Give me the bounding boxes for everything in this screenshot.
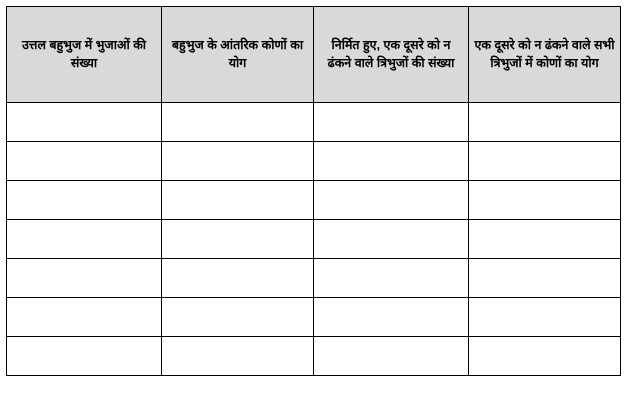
table-cell[interactable] — [7, 181, 162, 220]
polygon-angles-table — [6, 6, 621, 376]
table-cell[interactable] — [469, 337, 621, 376]
table-row — [7, 337, 621, 376]
table-cell[interactable] — [469, 298, 621, 337]
table-cell[interactable] — [469, 103, 621, 142]
table-row — [7, 181, 621, 220]
table-cell[interactable] — [314, 181, 469, 220]
column-header-sides-count-label: उत्तल बहुभुज में भुजाओं की संख्या — [21, 37, 147, 70]
table-cell[interactable] — [7, 337, 162, 376]
table-body — [7, 103, 621, 376]
table-row — [7, 142, 621, 181]
table-cell[interactable] — [314, 142, 469, 181]
table-row — [7, 103, 621, 142]
table-cell[interactable] — [469, 181, 621, 220]
table-row — [7, 220, 621, 259]
table-cell[interactable] — [162, 259, 314, 298]
table-cell[interactable] — [7, 220, 162, 259]
table-cell[interactable] — [162, 103, 314, 142]
table-row — [7, 298, 621, 337]
table-cell[interactable] — [162, 181, 314, 220]
column-header-interior-angle-sum — [162, 7, 314, 103]
table-row — [7, 259, 621, 298]
table-cell[interactable] — [314, 337, 469, 376]
table-cell[interactable] — [7, 103, 162, 142]
table-cell[interactable] — [7, 259, 162, 298]
table-cell[interactable] — [7, 298, 162, 337]
column-header-non-overlapping-triangles-count-label: निर्मित हुए, एक दूसरे को न ढंकने वाले त्रिभुजों की संख्या — [327, 37, 455, 70]
table-cell[interactable] — [469, 259, 621, 298]
table-cell[interactable] — [162, 298, 314, 337]
column-header-triangles-angle-sum — [469, 7, 621, 103]
table-cell[interactable] — [469, 142, 621, 181]
table-cell[interactable] — [314, 298, 469, 337]
table-cell[interactable] — [162, 337, 314, 376]
table-cell[interactable] — [314, 259, 469, 298]
table-header-row — [7, 7, 621, 103]
table-cell[interactable] — [314, 103, 469, 142]
table-cell[interactable] — [7, 142, 162, 181]
column-header-interior-angle-sum-label: बहुभुज के आंतरिक कोणों का योग — [171, 37, 304, 70]
table-cell[interactable] — [314, 220, 469, 259]
column-header-sides-count — [7, 7, 162, 103]
column-header-non-overlapping-triangles-count — [314, 7, 469, 103]
table-cell[interactable] — [469, 220, 621, 259]
table-cell[interactable] — [162, 220, 314, 259]
table-cell[interactable] — [162, 142, 314, 181]
table-header — [7, 7, 621, 103]
column-header-triangles-angle-sum-label: एक दूसरे को न ढंकने वाले सभी त्रिभुजों में कोणों का योग — [474, 37, 615, 70]
